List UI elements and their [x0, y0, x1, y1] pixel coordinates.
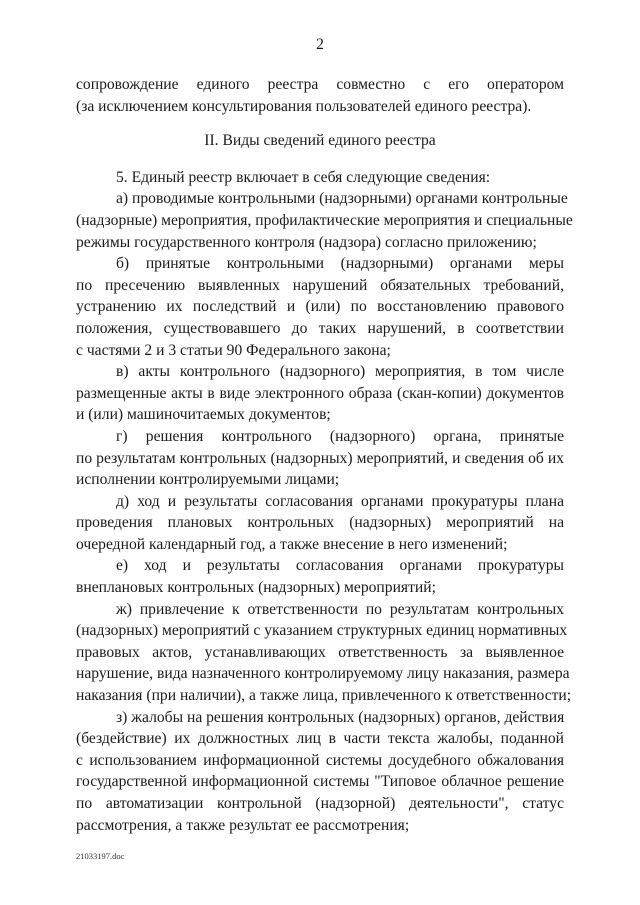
footer-file-code: 21033197.doc	[76, 851, 125, 861]
text-line: наказания (при наличии), а также лица, привлеченного к ответственности;	[76, 687, 572, 705]
text-line: рассмотрения, а также результат ее рассмотрения;	[76, 816, 410, 834]
text-line: положения, существовавшего до таких нарушений, в соответствии	[76, 319, 564, 337]
page-number: 2	[316, 36, 324, 53]
item-d	[76, 491, 564, 556]
text-line: очередной календарный год, а также внесение в него изменений;	[76, 535, 508, 553]
section-heading: II. Виды сведений единого реестра	[204, 132, 436, 150]
text-line: (бездействие) их должностных лиц в части текста жалобы, поданной	[76, 730, 564, 748]
text-line: (надзорные) мероприятия, профилактические мероприятия и специальные	[76, 211, 573, 229]
item-zh	[76, 599, 572, 707]
text-line: с частями 2 и 3 статьи 90 Федерального закона;	[76, 341, 391, 359]
text-line: и (или) машиночитаемых документов;	[76, 406, 331, 424]
text-line: е) ход и результаты согласования органами прокуратуры	[116, 557, 564, 575]
text-line: (надзорных) мероприятий с указанием структурных единиц нормативных	[76, 622, 568, 640]
item-e	[76, 555, 564, 598]
text-line: государственной информационной системы "Типовое облачное решение	[76, 773, 564, 791]
paragraph-continuation	[76, 74, 564, 117]
text-line: по пресечению выявленных нарушений обязательных требований,	[76, 276, 564, 294]
text-line: сопровождение единого реестра совместно с его оператором	[76, 76, 564, 93]
text-line: проведения плановых контрольных (надзорных) мероприятий на	[76, 514, 564, 532]
text-line: по результатам контрольных (надзорных) мероприятий, и сведения об их	[76, 449, 564, 467]
text-line: исполнении контролируемыми лицами;	[76, 471, 340, 489]
text-line: в) акты контрольного (надзорного) мероприятия, в том числе	[116, 363, 564, 381]
text-line: с использованием информационной системы досудебного обжалования	[76, 751, 564, 769]
text-line: ж) привлечение к ответственности по результатам контрольных	[116, 600, 564, 618]
text-line: правовых актов, устанавливающих ответственность за выявленное	[76, 643, 564, 661]
text-line: устранению их последствий и (или) по восстановлению правового	[76, 298, 564, 316]
document-body	[76, 74, 573, 836]
text-line: з) жалобы на решения контрольных (надзорных) органов, действия	[116, 708, 565, 726]
text-line: внеплановых контрольных (надзорных) мероприятий;	[76, 579, 436, 597]
text-line: (за исключением консультирования пользователей единого реестра).	[76, 97, 532, 115]
item-z	[76, 707, 564, 837]
item-a	[76, 188, 573, 253]
text-line: размещенные акты в виде электронного образа (скан-копии) документов	[76, 384, 564, 402]
text-line: а) проводимые контрольными (надзорными) органами контрольные	[116, 190, 568, 208]
text-line: нарушение, вида назначенного контролируемому лицу наказания, размера	[76, 665, 570, 683]
text-line: г) решения контрольного (надзорного) органа, принятые	[116, 427, 564, 445]
text-line: по автоматизации контрольной (надзорной) деятельности", статус	[76, 795, 564, 812]
text-line: д) ход и результаты согласования органами прокуратуры плана	[116, 492, 564, 510]
item-v	[76, 361, 564, 426]
item-g	[76, 426, 564, 491]
text-line: режимы государственного контроля (надзора) согласно приложению;	[76, 233, 537, 251]
text-line: б) принятые контрольными (надзорными) органами меры	[116, 255, 564, 273]
item-b	[76, 253, 564, 361]
paragraph-5-intro: 5. Единый реестр включает в себя следующие сведения:	[116, 168, 491, 186]
